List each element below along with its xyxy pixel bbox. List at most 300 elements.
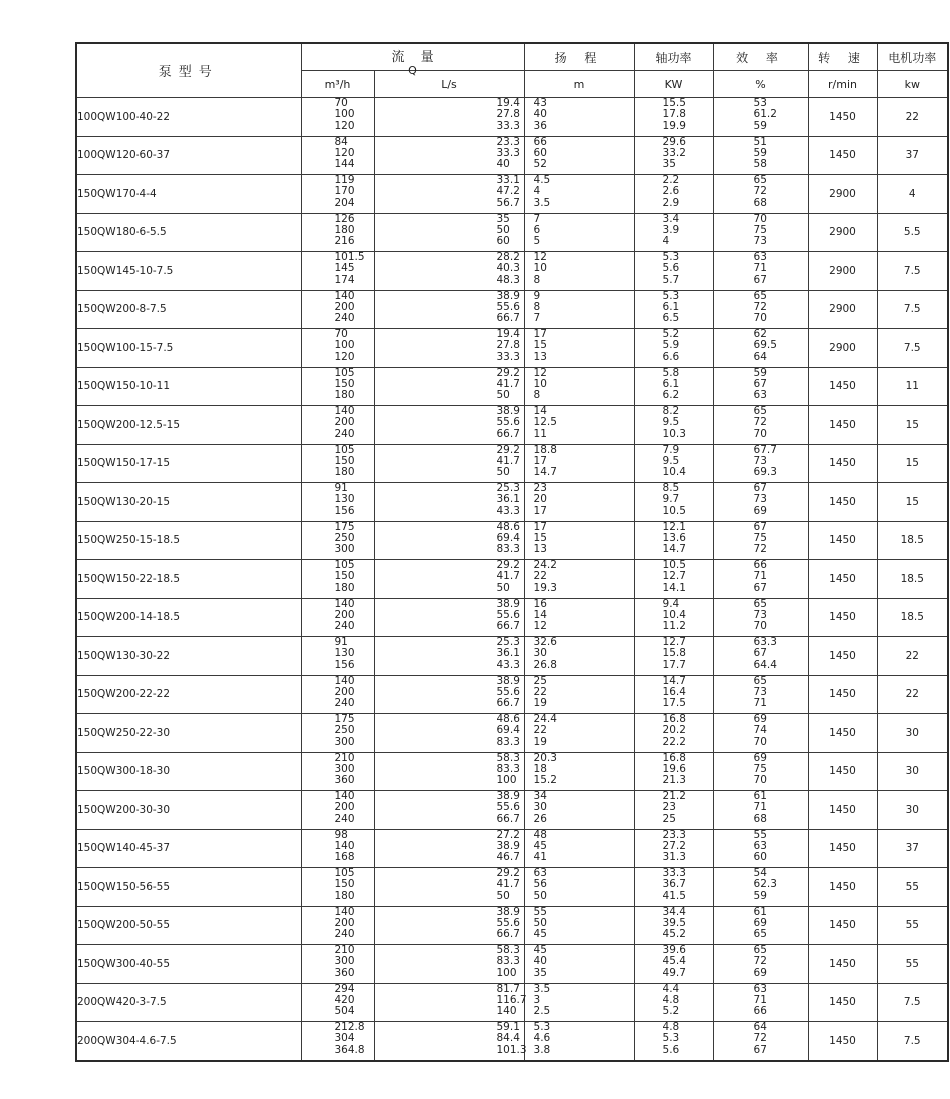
- flow-m3h-value: 300: [334, 543, 355, 556]
- flow-m3h-cell: [301, 983, 374, 1022]
- head-value: 45: [533, 944, 547, 956]
- efficiency-cell: [713, 521, 808, 560]
- flow-ls-cell: [374, 521, 524, 560]
- shaft-power-value: 5.9: [662, 339, 680, 352]
- head-value: 10: [533, 262, 547, 275]
- shaft-power-value: 4: [662, 235, 670, 248]
- head-cell: [524, 444, 634, 483]
- efficiency-value: 71: [753, 697, 767, 710]
- flow-m3h-value: 212.8: [334, 1021, 365, 1033]
- head-value: 19: [533, 735, 547, 748]
- shaft-power-value: 8.2: [662, 405, 680, 417]
- head-value: 34: [533, 790, 547, 802]
- flow-m3h-value: 105: [334, 867, 355, 879]
- efficiency-value: 67: [753, 647, 767, 660]
- flow-m3h-value: 300: [334, 762, 355, 775]
- shaft-power-value: 5.3: [662, 251, 680, 263]
- shaft-power-value: 22.2: [662, 735, 686, 748]
- flow-m3h-value: 100: [334, 108, 355, 121]
- head-value: 19: [533, 697, 547, 710]
- flow-m3h-cell: [301, 675, 374, 714]
- header-flow: [301, 43, 524, 77]
- flow-m3h-cell: [301, 868, 374, 907]
- shaft-power-value: 5.3: [662, 289, 680, 302]
- head-value: 18: [533, 762, 547, 775]
- shaft-power-value: 6.1: [662, 300, 680, 313]
- flow-ls-cell: [374, 945, 524, 984]
- flow-ls-value: 58.3: [496, 944, 520, 956]
- shaft-power-value: 6.1: [662, 377, 680, 390]
- shaft-power-value: 4.4: [662, 982, 680, 995]
- shaft-power-cell: [634, 252, 713, 291]
- flow-ls-value: 50: [496, 581, 510, 594]
- motor-power-cell: 7.5: [877, 252, 948, 291]
- model-cell: 150QW150-10-11: [76, 367, 301, 406]
- shaft-power-cell: [634, 791, 713, 830]
- flow-m3h-value: 145: [334, 262, 355, 275]
- model-cell: 150QW150-22-18.5: [76, 560, 301, 599]
- efficiency-value: 71: [753, 993, 767, 1006]
- flow-m3h-cell: [301, 560, 374, 599]
- shaft-power-cell: [634, 906, 713, 945]
- flow-ls-value: 38.9: [496, 839, 520, 852]
- motor-power-cell: 55: [877, 945, 948, 984]
- flow-ls-value: 35: [496, 212, 510, 225]
- flow-m3h-value: 120: [334, 119, 355, 132]
- flow-ls-value: 43.3: [496, 504, 520, 517]
- speed-cell: 2900: [808, 329, 877, 368]
- efficiency-value: 70: [753, 427, 767, 440]
- flow-ls-value: 33.1: [496, 174, 520, 186]
- efficiency-value: 63.3: [753, 636, 777, 648]
- head-value: 6: [533, 223, 541, 236]
- efficiency-value: 63: [753, 839, 767, 852]
- flow-m3h-value: 105: [334, 559, 355, 571]
- shaft-power-value: 17.7: [662, 658, 686, 671]
- flow-m3h-value: 150: [334, 570, 355, 583]
- efficiency-value: 66: [753, 559, 767, 571]
- flow-ls-value: 100: [496, 774, 517, 787]
- flow-ls-value: 55.6: [496, 685, 520, 698]
- efficiency-value: 59: [753, 146, 767, 159]
- flow-m3h-value: 91: [334, 482, 348, 494]
- motor-power-cell: 11: [877, 367, 948, 406]
- flow-ls-value: 25.3: [496, 636, 520, 648]
- table-row: [76, 367, 948, 406]
- shaft-power-value: 19.6: [662, 762, 686, 775]
- table-row: [76, 675, 948, 714]
- efficiency-value: 67: [753, 377, 767, 390]
- head-value: 24.2: [533, 559, 557, 571]
- flow-m3h-value: 150: [334, 454, 355, 467]
- head-cell: [524, 98, 634, 137]
- flow-m3h-value: 240: [334, 427, 355, 440]
- model-cell: 100QW120-60-37: [76, 136, 301, 175]
- head-cell: [524, 791, 634, 830]
- flow-ls-cell: [374, 598, 524, 637]
- model-cell: 150QW200-14-18.5: [76, 598, 301, 637]
- flow-ls-value: 101.3: [496, 1043, 527, 1056]
- flow-m3h-cell: [301, 791, 374, 830]
- flow-ls-value: 84.4: [496, 1032, 520, 1045]
- shaft-power-cell: [634, 829, 713, 868]
- head-value: 35: [533, 966, 547, 979]
- motor-power-cell: 30: [877, 714, 948, 753]
- header-flow-label: 流 量: [391, 49, 440, 65]
- flow-m3h-value: 200: [334, 685, 355, 698]
- flow-ls-value: 48.3: [496, 273, 520, 286]
- shaft-power-cell: [634, 598, 713, 637]
- flow-ls-value: 29.2: [496, 867, 520, 879]
- efficiency-cell: [713, 329, 808, 368]
- motor-power-cell: 30: [877, 752, 948, 791]
- shaft-power-value: 6.5: [662, 312, 680, 325]
- efficiency-value: 70: [753, 735, 767, 748]
- efficiency-value: 72: [753, 300, 767, 313]
- shaft-power-value: 2.6: [662, 185, 680, 198]
- flow-ls-cell: [374, 637, 524, 676]
- flow-m3h-cell: [301, 290, 374, 329]
- efficiency-value: 59: [753, 889, 767, 902]
- flow-ls-cell: [374, 290, 524, 329]
- shaft-power-value: 9.4: [662, 597, 680, 610]
- efficiency-value: 73: [753, 235, 767, 248]
- efficiency-value: 59: [753, 119, 767, 132]
- shaft-power-value: 9.7: [662, 493, 680, 506]
- shaft-power-value: 25: [662, 812, 676, 825]
- flow-ls-value: 59.1: [496, 1021, 520, 1033]
- flow-m3h-cell: [301, 521, 374, 560]
- head-value: 56: [533, 878, 547, 891]
- flow-m3h-value: 240: [334, 697, 355, 710]
- flow-m3h-value: 300: [334, 735, 355, 748]
- flow-m3h-value: 250: [334, 724, 355, 737]
- efficiency-value: 63: [753, 251, 767, 263]
- flow-m3h-value: 180: [334, 581, 355, 594]
- efficiency-value: 65: [753, 289, 767, 302]
- flow-ls-value: 38.9: [496, 674, 520, 687]
- head-value: 26.8: [533, 658, 557, 671]
- model-cell: 150QW200-8-7.5: [76, 290, 301, 329]
- head-value: 9: [533, 289, 541, 302]
- flow-m3h-value: 180: [334, 889, 355, 902]
- table-row: [76, 483, 948, 522]
- table-row: [76, 714, 948, 753]
- flow-ls-value: 83.3: [496, 543, 520, 556]
- flow-m3h-value: 504: [334, 1005, 355, 1018]
- speed-cell: 1450: [808, 560, 877, 599]
- speed-cell: 1450: [808, 483, 877, 522]
- shaft-power-value: 4.8: [662, 1021, 680, 1033]
- head-value: 5.3: [533, 1021, 551, 1033]
- motor-power-cell: 55: [877, 868, 948, 907]
- shaft-power-value: 27.2: [662, 839, 686, 852]
- efficiency-cell: [713, 290, 808, 329]
- shaft-power-cell: [634, 1022, 713, 1061]
- shaft-power-cell: [634, 752, 713, 791]
- efficiency-value: 58: [753, 158, 767, 171]
- efficiency-value: 70: [753, 212, 767, 225]
- shaft-power-value: 8.5: [662, 482, 680, 494]
- head-cell: [524, 1022, 634, 1061]
- head-cell: [524, 483, 634, 522]
- shaft-power-value: 23.3: [662, 828, 686, 841]
- flow-m3h-cell: [301, 98, 374, 137]
- shaft-power-value: 19.9: [662, 119, 686, 132]
- head-value: 23: [533, 482, 547, 494]
- flow-m3h-value: 175: [334, 713, 355, 725]
- efficiency-value: 65: [753, 405, 767, 417]
- unit-flow-m3h: m³/h: [301, 71, 374, 98]
- shaft-power-value: 7.9: [662, 443, 680, 456]
- speed-cell: 1450: [808, 98, 877, 137]
- head-value: 16: [533, 597, 547, 610]
- speed-cell: 1450: [808, 598, 877, 637]
- shaft-power-value: 12.7: [662, 570, 686, 583]
- flow-ls-value: 41.7: [496, 878, 520, 891]
- flow-ls-value: 55.6: [496, 916, 520, 929]
- efficiency-value: 67: [753, 1043, 767, 1056]
- head-value: 26: [533, 812, 547, 825]
- flow-m3h-value: 130: [334, 493, 355, 506]
- flow-m3h-cell: [301, 444, 374, 483]
- flow-m3h-value: 150: [334, 878, 355, 891]
- flow-ls-value: 116.7: [496, 993, 527, 1006]
- table-row: [76, 175, 948, 214]
- efficiency-cell: [713, 252, 808, 291]
- head-cell: [524, 290, 634, 329]
- head-value: 13: [533, 543, 547, 556]
- motor-power-cell: 22: [877, 98, 948, 137]
- head-value: 18.8: [533, 443, 557, 456]
- efficiency-value: 53: [753, 97, 767, 109]
- head-value: 4: [533, 185, 541, 198]
- table-row: [76, 983, 948, 1022]
- efficiency-value: 66: [753, 1005, 767, 1018]
- efficiency-value: 67: [753, 482, 767, 494]
- motor-power-cell: 55: [877, 906, 948, 945]
- shaft-power-value: 49.7: [662, 966, 686, 979]
- flow-m3h-value: 70: [334, 97, 348, 109]
- head-cell: [524, 829, 634, 868]
- efficiency-cell: [713, 829, 808, 868]
- shaft-power-value: 10.4: [662, 466, 686, 479]
- head-value: 12: [533, 366, 547, 379]
- flow-ls-value: 48.6: [496, 520, 520, 533]
- flow-m3h-value: 91: [334, 636, 348, 648]
- head-cell: [524, 945, 634, 984]
- shaft-power-value: 4.8: [662, 993, 680, 1006]
- head-cell: [524, 675, 634, 714]
- flow-m3h-value: 300: [334, 955, 355, 968]
- motor-power-cell: 18.5: [877, 521, 948, 560]
- flow-ls-cell: [374, 175, 524, 214]
- efficiency-value: 72: [753, 185, 767, 198]
- table-row: [76, 521, 948, 560]
- flow-ls-cell: [374, 483, 524, 522]
- shaft-power-cell: [634, 483, 713, 522]
- flow-ls-cell: [374, 252, 524, 291]
- flow-m3h-cell: [301, 1022, 374, 1061]
- head-cell: [524, 406, 634, 445]
- flow-ls-cell: [374, 98, 524, 137]
- flow-m3h-value: 420: [334, 993, 355, 1006]
- shaft-power-value: 16.8: [662, 751, 686, 764]
- flow-ls-value: 36.1: [496, 493, 520, 506]
- head-value: 30: [533, 647, 547, 660]
- efficiency-value: 73: [753, 493, 767, 506]
- motor-power-cell: 37: [877, 829, 948, 868]
- unit-shaft-power: KW: [634, 71, 713, 98]
- speed-cell: 1450: [808, 714, 877, 753]
- flow-ls-cell: [374, 367, 524, 406]
- head-cell: [524, 868, 634, 907]
- model-cell: 150QW145-10-7.5: [76, 252, 301, 291]
- efficiency-cell: [713, 213, 808, 252]
- efficiency-value: 75: [753, 762, 767, 775]
- head-value: 5: [533, 235, 541, 248]
- flow-ls-value: 66.7: [496, 427, 520, 440]
- shaft-power-value: 2.9: [662, 196, 680, 209]
- flow-ls-value: 83.3: [496, 762, 520, 775]
- head-value: 13: [533, 350, 547, 363]
- flow-ls-value: 55.6: [496, 801, 520, 814]
- table-row: [76, 945, 948, 984]
- shaft-power-cell: [634, 329, 713, 368]
- motor-power-cell: 15: [877, 444, 948, 483]
- header-head: 扬 程: [524, 43, 634, 71]
- flow-m3h-value: 98: [334, 828, 348, 841]
- efficiency-value: 69.3: [753, 466, 777, 479]
- efficiency-cell: [713, 714, 808, 753]
- head-value: 3: [533, 993, 541, 1006]
- shaft-power-cell: [634, 290, 713, 329]
- head-value: 17: [533, 454, 547, 467]
- shaft-power-value: 3.4: [662, 212, 680, 225]
- flow-m3h-value: 168: [334, 851, 355, 864]
- motor-power-cell: 5.5: [877, 213, 948, 252]
- head-cell: [524, 175, 634, 214]
- header-model: 泵型号: [76, 43, 301, 98]
- efficiency-value: 70: [753, 774, 767, 787]
- speed-cell: 2900: [808, 290, 877, 329]
- flow-m3h-value: 170: [334, 185, 355, 198]
- flow-m3h-value: 119: [334, 174, 355, 186]
- head-value: 14: [533, 608, 547, 621]
- flow-ls-value: 41.7: [496, 377, 520, 390]
- flow-ls-value: 33.3: [496, 350, 520, 363]
- shaft-power-value: 17.8: [662, 108, 686, 121]
- efficiency-cell: [713, 598, 808, 637]
- head-value: 25: [533, 674, 547, 687]
- head-value: 11: [533, 427, 547, 440]
- flow-m3h-value: 180: [334, 389, 355, 402]
- shaft-power-value: 5.8: [662, 366, 680, 379]
- unit-speed: r/min: [808, 71, 877, 98]
- efficiency-value: 72: [753, 955, 767, 968]
- flow-m3h-value: 105: [334, 366, 355, 379]
- head-value: 32.6: [533, 636, 557, 648]
- flow-m3h-value: 150: [334, 377, 355, 390]
- flow-ls-value: 23.3: [496, 135, 520, 148]
- header-flow-symbol: Q: [408, 64, 417, 77]
- efficiency-cell: [713, 444, 808, 483]
- head-value: 15: [533, 531, 547, 544]
- flow-ls-value: 50: [496, 389, 510, 402]
- table-row: [76, 329, 948, 368]
- head-value: 17: [533, 504, 547, 517]
- flow-m3h-cell: [301, 252, 374, 291]
- flow-ls-value: 41.7: [496, 570, 520, 583]
- head-cell: [524, 329, 634, 368]
- table-row: [76, 213, 948, 252]
- model-cell: 150QW200-22-22: [76, 675, 301, 714]
- efficiency-value: 69.5: [753, 339, 777, 352]
- speed-cell: 1450: [808, 444, 877, 483]
- shaft-power-value: 5.2: [662, 1005, 680, 1018]
- head-cell: [524, 136, 634, 175]
- efficiency-cell: [713, 637, 808, 676]
- flow-m3h-value: 100: [334, 339, 355, 352]
- motor-power-cell: 37: [877, 136, 948, 175]
- model-cell: 150QW180-6-5.5: [76, 213, 301, 252]
- head-value: 7: [533, 212, 541, 225]
- table-row: [76, 444, 948, 483]
- speed-cell: 1450: [808, 791, 877, 830]
- shaft-power-cell: [634, 675, 713, 714]
- flow-ls-value: 19.4: [496, 97, 520, 109]
- efficiency-value: 67.7: [753, 443, 777, 456]
- shaft-power-value: 41.5: [662, 889, 686, 902]
- flow-m3h-cell: [301, 213, 374, 252]
- head-cell: [524, 906, 634, 945]
- efficiency-value: 75: [753, 223, 767, 236]
- shaft-power-value: 45.4: [662, 955, 686, 968]
- model-cell: 150QW250-15-18.5: [76, 521, 301, 560]
- shaft-power-value: 5.2: [662, 328, 680, 340]
- head-value: 10: [533, 377, 547, 390]
- efficiency-cell: [713, 791, 808, 830]
- motor-power-cell: 22: [877, 637, 948, 676]
- shaft-power-value: 12.7: [662, 636, 686, 648]
- efficiency-value: 64: [753, 1021, 767, 1033]
- speed-cell: 2900: [808, 175, 877, 214]
- efficiency-value: 71: [753, 570, 767, 583]
- efficiency-value: 69: [753, 966, 767, 979]
- head-cell: [524, 213, 634, 252]
- model-cell: 150QW150-17-15: [76, 444, 301, 483]
- efficiency-value: 62.3: [753, 878, 777, 891]
- table-row: [76, 290, 948, 329]
- shaft-power-cell: [634, 175, 713, 214]
- flow-ls-value: 66.7: [496, 928, 520, 941]
- shaft-power-value: 21.3: [662, 774, 686, 787]
- flow-ls-value: 69.4: [496, 531, 520, 544]
- efficiency-value: 67: [753, 273, 767, 286]
- shaft-power-value: 35: [662, 158, 676, 171]
- flow-m3h-value: 210: [334, 751, 355, 764]
- flow-m3h-value: 240: [334, 312, 355, 325]
- flow-ls-value: 55.6: [496, 608, 520, 621]
- efficiency-value: 64: [753, 350, 767, 363]
- flow-m3h-value: 294: [334, 982, 355, 995]
- efficiency-value: 67: [753, 581, 767, 594]
- motor-power-cell: 15: [877, 406, 948, 445]
- flow-ls-cell: [374, 1021, 527, 1061]
- flow-ls-value: 41.7: [496, 454, 520, 467]
- speed-cell: 1450: [808, 521, 877, 560]
- head-value: 17: [533, 520, 547, 533]
